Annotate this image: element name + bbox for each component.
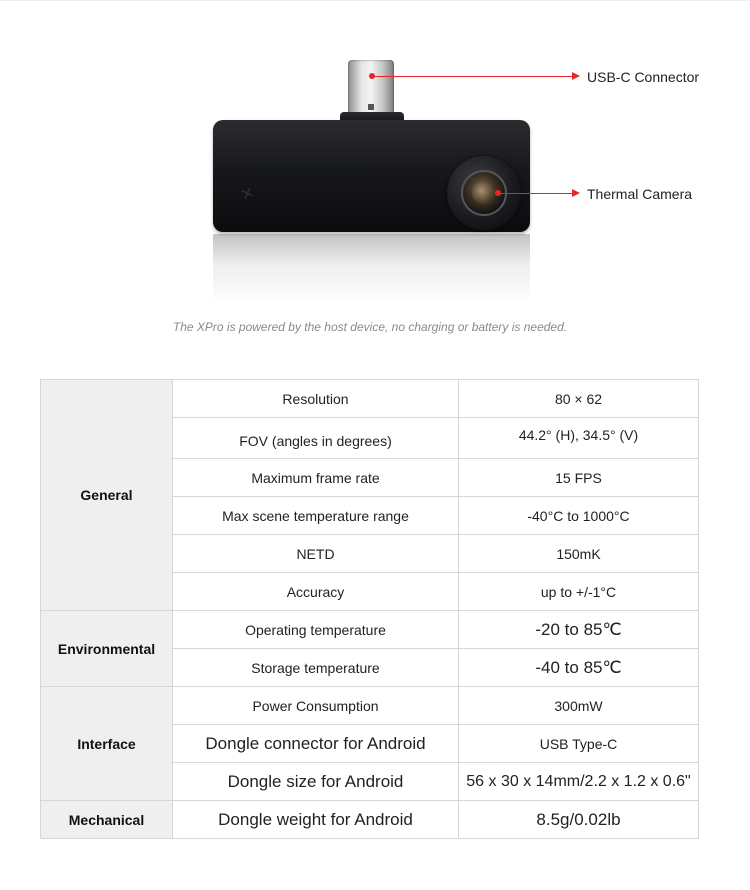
spec-label: Dongle connector for Android	[173, 725, 459, 763]
spec-label: NETD	[173, 535, 459, 573]
spec-label: Dongle size for Android	[173, 763, 459, 801]
spec-value: USB Type-C	[459, 725, 699, 763]
brand-logo-icon: ✕	[238, 184, 258, 205]
spec-label: Operating temperature	[173, 611, 459, 649]
spec-label: Power Consumption	[173, 687, 459, 725]
spec-value: 300mW	[459, 687, 699, 725]
table-row	[41, 687, 699, 725]
usb-c-plug	[348, 60, 394, 116]
thermal-callout-label: Thermal Camera	[587, 186, 693, 202]
spec-value: 56 x 30 x 14mm/2.2 x 1.2 x 0.6"	[459, 763, 699, 801]
product-reflection	[213, 234, 530, 304]
spec-label: Resolution	[173, 380, 459, 418]
category-mechanical: Mechanical	[41, 801, 173, 839]
spec-value: 150mK	[459, 535, 699, 573]
usb-callout-arrow	[372, 76, 578, 77]
category-interface: Interface	[41, 687, 173, 801]
spec-value: 15 FPS	[459, 459, 699, 497]
spec-value: -20 to 85℃	[459, 611, 699, 649]
spec-value: 80 × 62	[459, 380, 699, 418]
spec-label: Accuracy	[173, 573, 459, 611]
spec-value: -40 to 85℃	[459, 649, 699, 687]
usb-callout-label: USB-C Connector	[587, 69, 700, 85]
camera-lens-core	[472, 181, 496, 205]
spec-label: Dongle weight for Android	[173, 801, 459, 839]
spec-table	[40, 379, 699, 839]
spec-value: -40°C to 1000°C	[459, 497, 699, 535]
spec-label: FOV (angles in degrees)	[173, 418, 459, 459]
table-row	[41, 801, 699, 839]
category-general: General	[41, 380, 173, 611]
spec-value: up to +/-1°C	[459, 573, 699, 611]
category-environmental: Environmental	[41, 611, 173, 687]
spec-label: Maximum frame rate	[173, 459, 459, 497]
spec-label: Max scene temperature range	[173, 497, 459, 535]
thermal-callout-arrow	[498, 193, 578, 194]
power-caption: The XPro is powered by the host device, no charging or battery is needed.	[172, 320, 568, 334]
spec-value: 8.5g/0.02lb	[459, 801, 699, 839]
spec-value: 44.2° (H), 34.5° (V)	[459, 418, 699, 459]
table-row	[41, 380, 699, 418]
table-row	[41, 611, 699, 649]
product-image	[0, 0, 750, 300]
spec-label: Storage temperature	[173, 649, 459, 687]
